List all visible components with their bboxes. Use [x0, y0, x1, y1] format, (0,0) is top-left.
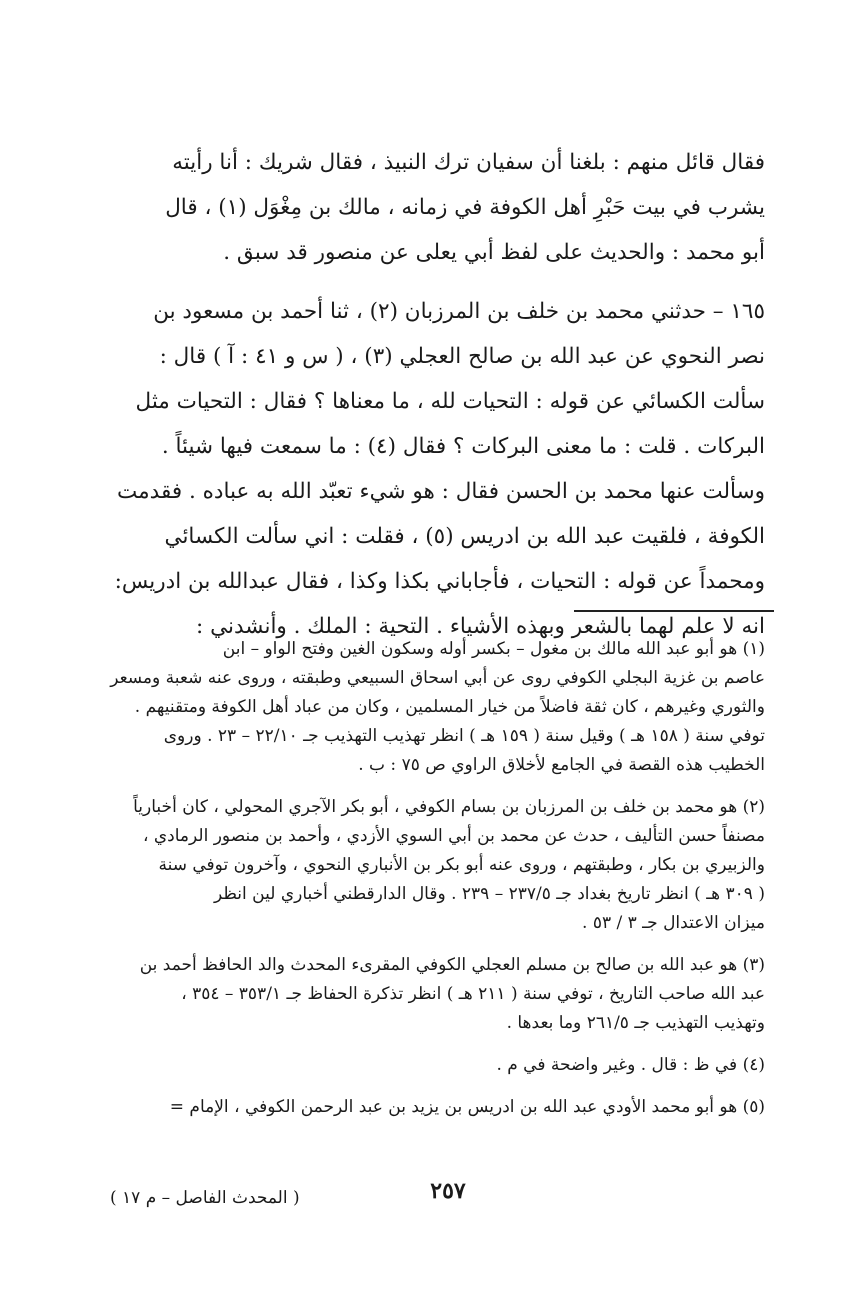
footnote-line: ( ٣٠٩ هـ ) انظر تاريخ بغداد جـ ٢٣٧/٥ – ٢٣٩ . وقال الدارقطني أخباري لين انظر: [213, 884, 765, 904]
footnote-line: (٥) هو أبو محمد الأودي عبد الله بن ادريس بن يزيد بن عبد الرحمن الكوفي ، الإمام =: [169, 1097, 765, 1117]
text-line: انه لا علم لهما بالشعر وبهذه الأشياء . التحية : الملك . وأنشدني :: [196, 614, 765, 639]
footnote-line: عبد الله صاحب التاريخ ، توفي سنة ( ٢١١ هـ ) انظر تذكرة الحفاظ جـ ٣٥٣/١ – ٣٥٤ ،: [181, 984, 765, 1004]
footnote-line: عاصم بن غزية البجلي الكوفي روى عن أبي اسحاق السبيعي وطبقته ، وروى عنه شعبة ومسعر: [110, 668, 765, 688]
footnote: [100, 1093, 765, 1122]
footnote-line: الخطيب هذه القصة في الجامع لأخلاق الراوي ص ٧٥ : ب .: [358, 755, 765, 775]
main-text: [100, 140, 765, 649]
text-line: نصر النحوي عن عبد الله بن صالح العجلي (٣) ، ( س و ٤١ : آ ) قال :: [159, 344, 765, 369]
footnote-line: ميزان الاعتدال جـ ٣ / ٥٣ .: [582, 913, 765, 933]
text-line: الكوفة ، فلقيت عبد الله بن ادريس (٥) ، فقلت : اني سألت الكسائي: [164, 524, 765, 549]
footnote-line: وتهذيب التهذيب جـ ٢٦١/٥ وما بعدها .: [506, 1013, 765, 1033]
text-line: سألت الكسائي عن قوله : التحيات لله ، ما معناها ؟ فقال : التحيات مثل: [135, 389, 765, 414]
text-line: يشرب في بيت حَبْرِ أهل الكوفة في زمانه ، مالك بن مِغْوَل (١) ، قال: [165, 195, 765, 220]
footnote-line: والزبيري بن بكار ، وطبقتهم ، وروى عنه أبو بكر بن الأنباري النحوي ، وآخرون توفي سنة: [158, 855, 765, 875]
footnote-line: والثوري وغيرهم ، كان ثقة فاضلاً من خيار المسلمين ، وكان من عباد أهل الكوفة ومتقنيهم .: [134, 697, 765, 717]
signature-mark: ( المحدث الفاصل – م ١٧ ): [110, 1188, 300, 1208]
text-line: أبو محمد : والحديث على لفظ أبي يعلى عن منصور قد سبق .: [223, 240, 765, 265]
text-line: وسألت عنها محمد بن الحسن فقال : هو شيء تعبّد الله به عباده . فقدمت: [117, 479, 765, 504]
footnote: [100, 951, 765, 1038]
text-line: ١٦٥ – حدثني محمد بن خلف بن المرزبان (٢) ، ثنا أحمد بن مسعود بن: [153, 299, 765, 324]
text-line: البركات . قلت : ما معنى البركات ؟ فقال (٤) : ما سمعت فيها شيئاً .: [161, 434, 765, 459]
footnote: [100, 793, 765, 938]
page-number: ٢٥٧: [430, 1178, 466, 1204]
footnotes: [100, 635, 765, 1135]
footnote: [100, 1051, 765, 1080]
text-line: ومحمداً عن قوله : التحيات ، فأجاباني بكذا وكذا ، فقال عبدالله بن ادريس:: [114, 569, 765, 594]
footnote-line: (٤) في ظ : قال . وغير واضحة في م .: [496, 1055, 765, 1075]
footnote-line: مصنفاً حسن التأليف ، حدث عن محمد بن أبي السوي الأزدي ، وأحمد بن منصور الرمادي ،: [142, 826, 765, 846]
footnote-divider: [574, 610, 774, 612]
footnote: [100, 635, 765, 780]
footnote-line: (٢) هو محمد بن خلف بن المرزبان بن بسام الكوفي ، أبو بكر الآجري المحولي ، كان أخبارياً: [133, 797, 765, 817]
footnote-line: (٣) هو عبد الله بن صالح بن مسلم العجلي الكوفي المقرىء المحدث والد الحافظ أحمد بن: [139, 955, 765, 975]
paragraph-gap: [100, 275, 765, 289]
footnote-line: توفي سنة ( ١٥٨ هـ ) وقيل سنة ( ١٥٩ هـ ) انظر تهذيب التهذيب جـ ٢٢/١٠ – ٢٣ . وروى: [163, 726, 765, 746]
footnote-line: (١) هو أبو عبد الله مالك بن مغول – بكسر أوله وسكون الغين وفتح الواو – ابن: [222, 639, 765, 659]
text-line: فقال قائل منهم : بلغنا أن سفيان ترك النبيذ ، فقال شريك : أنا رأيته: [172, 150, 765, 175]
